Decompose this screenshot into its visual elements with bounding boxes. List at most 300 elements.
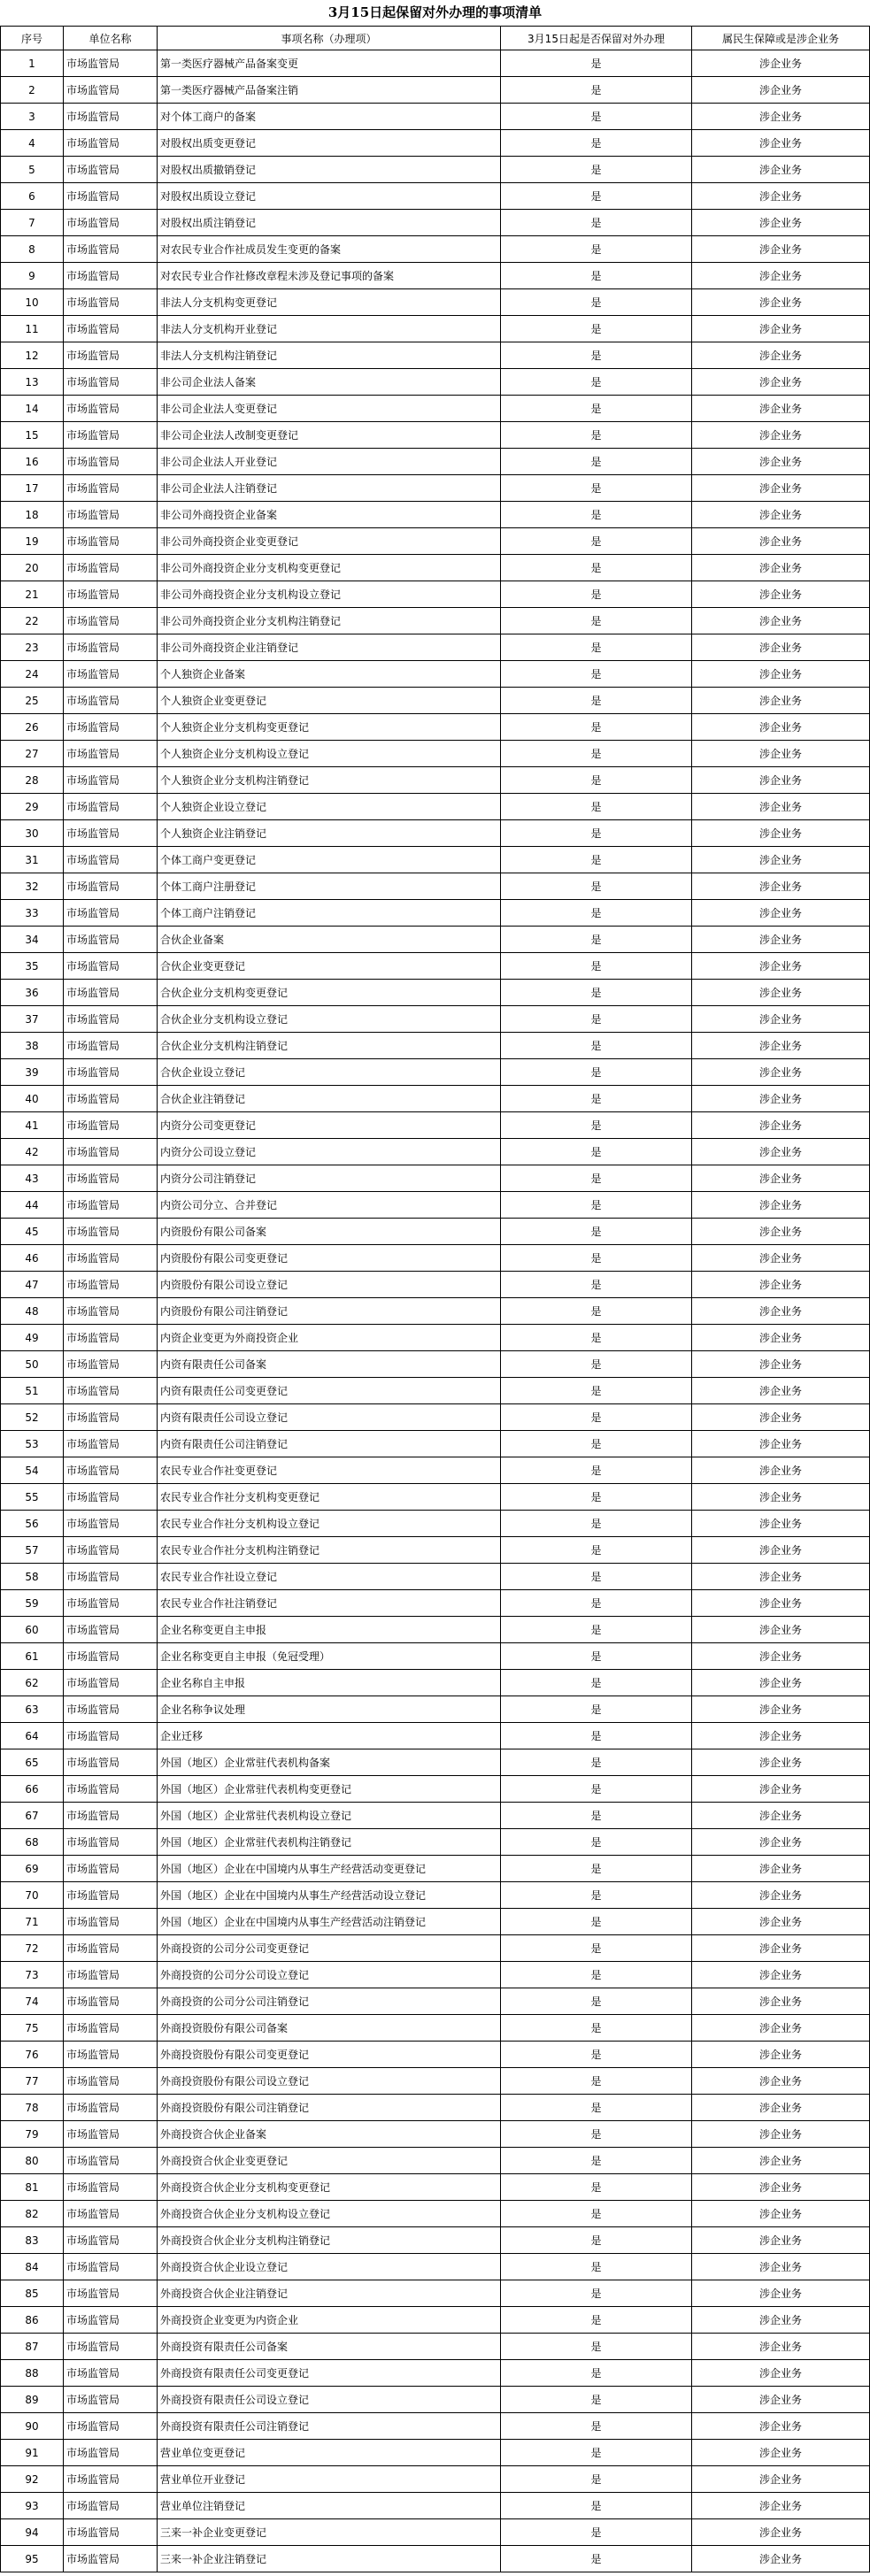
retained-cell: 是 [501, 2015, 692, 2042]
table-row [1, 104, 870, 130]
serial-number-cell: 38 [1, 1033, 64, 1059]
item-name-cell: 对股权出质变更登记 [158, 130, 501, 157]
business-type-cell: 涉企业务 [692, 2095, 870, 2121]
item-name-cell: 对个体工商户的备案 [158, 104, 501, 130]
item-name-cell: 对股权出质注销登记 [158, 210, 501, 236]
business-type-cell: 涉企业务 [692, 1245, 870, 1272]
item-name-cell: 个人独资企业变更登记 [158, 688, 501, 714]
serial-number-cell: 26 [1, 714, 64, 741]
item-name-cell: 企业迁移 [158, 1723, 501, 1749]
unit-name-cell: 市场监管局 [64, 1856, 158, 1882]
unit-name-cell: 市场监管局 [64, 2201, 158, 2227]
table-row [1, 1511, 870, 1537]
table-row [1, 1882, 870, 1909]
serial-number-cell: 42 [1, 1139, 64, 1165]
serial-number-cell: 49 [1, 1325, 64, 1351]
business-type-cell: 涉企业务 [692, 927, 870, 953]
unit-name-cell: 市场监管局 [64, 1988, 158, 2015]
business-type-cell: 涉企业务 [692, 2493, 870, 2519]
business-type-cell: 涉企业务 [692, 1829, 870, 1856]
unit-name-cell: 市场监管局 [64, 634, 158, 661]
item-name-cell: 外商投资合伙企业设立登记 [158, 2254, 501, 2280]
retained-cell: 是 [501, 1856, 692, 1882]
table-row [1, 210, 870, 236]
business-type-cell: 涉企业务 [692, 1670, 870, 1696]
table-row [1, 2466, 870, 2493]
unit-name-cell: 市场监管局 [64, 1723, 158, 1749]
serial-number-cell: 28 [1, 767, 64, 794]
serial-number-cell: 79 [1, 2121, 64, 2148]
retained-cell: 是 [501, 1351, 692, 1378]
business-type-cell: 涉企业务 [692, 1882, 870, 1909]
unit-name-cell: 市场监管局 [64, 927, 158, 953]
retained-cell: 是 [501, 2174, 692, 2201]
table-row [1, 396, 870, 422]
serial-number-cell: 32 [1, 873, 64, 900]
table-row [1, 1988, 870, 2015]
business-type-cell: 涉企业务 [692, 1272, 870, 1298]
serial-number-cell: 37 [1, 1006, 64, 1033]
table-row [1, 2360, 870, 2387]
unit-name-cell: 市场监管局 [64, 714, 158, 741]
item-name-cell: 第一类医疗器械产品备案注销 [158, 77, 501, 104]
table-row [1, 1378, 870, 1404]
business-type-cell: 涉企业务 [692, 555, 870, 581]
serial-number-cell: 47 [1, 1272, 64, 1298]
business-type-cell: 涉企业务 [692, 2148, 870, 2174]
item-name-cell: 非公司企业法人开业登记 [158, 449, 501, 475]
table-row [1, 289, 870, 316]
business-type-cell: 涉企业务 [692, 210, 870, 236]
retained-cell: 是 [501, 2360, 692, 2387]
serial-number-cell: 1 [1, 50, 64, 77]
item-name-cell: 营业单位变更登记 [158, 2440, 501, 2466]
serial-number-cell: 17 [1, 475, 64, 502]
business-type-cell: 涉企业务 [692, 1006, 870, 1033]
item-name-cell: 内资股份有限公司变更登记 [158, 1245, 501, 1272]
business-type-cell: 涉企业务 [692, 873, 870, 900]
table-row [1, 2015, 870, 2042]
retained-cell: 是 [501, 688, 692, 714]
serial-number-cell: 94 [1, 2519, 64, 2546]
unit-name-cell: 市场监管局 [64, 1643, 158, 1670]
item-name-cell: 外商投资合伙企业分支机构设立登记 [158, 2201, 501, 2227]
serial-number-cell: 93 [1, 2493, 64, 2519]
unit-name-cell: 市场监管局 [64, 2440, 158, 2466]
serial-number-cell: 23 [1, 634, 64, 661]
retained-cell: 是 [501, 2068, 692, 2095]
table-row [1, 2068, 870, 2095]
item-name-cell: 非公司外商投资企业变更登记 [158, 528, 501, 555]
item-name-cell: 个体工商户注销登记 [158, 900, 501, 927]
retained-cell: 是 [501, 980, 692, 1006]
unit-name-cell: 市场监管局 [64, 1617, 158, 1643]
page-title: 3月15日起保留对外办理的事项清单 [327, 4, 543, 20]
header-retained-offline: 3月15日起是否保留对外办理 [501, 27, 692, 50]
business-type-cell: 涉企业务 [692, 1856, 870, 1882]
retained-cell: 是 [501, 847, 692, 873]
retained-cell: 是 [501, 2307, 692, 2334]
serial-number-cell: 62 [1, 1670, 64, 1696]
table-row [1, 50, 870, 77]
table-row [1, 1803, 870, 1829]
retained-cell: 是 [501, 1962, 692, 1988]
retained-cell: 是 [501, 1643, 692, 1670]
business-type-cell: 涉企业务 [692, 342, 870, 369]
serial-number-cell: 44 [1, 1192, 64, 1219]
business-type-cell: 涉企业务 [692, 1325, 870, 1351]
serial-number-cell: 53 [1, 1431, 64, 1457]
item-name-cell: 内资有限责任公司变更登记 [158, 1378, 501, 1404]
serial-number-cell: 86 [1, 2307, 64, 2334]
unit-name-cell: 市场监管局 [64, 820, 158, 847]
item-name-cell: 农民专业合作社变更登记 [158, 1457, 501, 1484]
serial-number-cell: 66 [1, 1776, 64, 1803]
item-name-cell: 对农民专业合作社成员发生变更的备案 [158, 236, 501, 263]
table-row [1, 1245, 870, 1272]
business-type-cell: 涉企业务 [692, 50, 870, 77]
serial-number-cell: 77 [1, 2068, 64, 2095]
unit-name-cell: 市场监管局 [64, 1935, 158, 1962]
unit-name-cell: 市场监管局 [64, 1457, 158, 1484]
table-row [1, 581, 870, 608]
item-name-cell: 非公司企业法人变更登记 [158, 396, 501, 422]
table-row [1, 502, 870, 528]
table-row [1, 1909, 870, 1935]
item-name-cell: 外商投资有限责任公司设立登记 [158, 2387, 501, 2413]
retained-cell: 是 [501, 555, 692, 581]
table-row [1, 980, 870, 1006]
retained-cell: 是 [501, 2493, 692, 2519]
serial-number-cell: 19 [1, 528, 64, 555]
business-type-cell: 涉企业务 [692, 236, 870, 263]
retained-cell: 是 [501, 1219, 692, 1245]
business-type-cell: 涉企业务 [692, 1139, 870, 1165]
unit-name-cell: 市场监管局 [64, 502, 158, 528]
business-type-cell: 涉企业务 [692, 2413, 870, 2440]
retained-cell: 是 [501, 2466, 692, 2493]
serial-number-cell: 36 [1, 980, 64, 1006]
unit-name-cell: 市场监管局 [64, 263, 158, 289]
unit-name-cell: 市场监管局 [64, 1670, 158, 1696]
business-type-cell: 涉企业务 [692, 1033, 870, 1059]
table-row [1, 1165, 870, 1192]
retained-cell: 是 [501, 1564, 692, 1590]
unit-name-cell: 市场监管局 [64, 661, 158, 688]
table-row [1, 2493, 870, 2519]
table-row [1, 183, 870, 210]
serial-number-cell: 39 [1, 1059, 64, 1086]
unit-name-cell: 市场监管局 [64, 2307, 158, 2334]
table-row [1, 2174, 870, 2201]
serial-number-cell: 89 [1, 2387, 64, 2413]
unit-name-cell: 市场监管局 [64, 581, 158, 608]
retained-cell: 是 [501, 369, 692, 396]
item-name-cell: 外商投资股份有限公司设立登记 [158, 2068, 501, 2095]
serial-number-cell: 88 [1, 2360, 64, 2387]
unit-name-cell: 市场监管局 [64, 1749, 158, 1776]
business-type-cell: 涉企业务 [692, 1537, 870, 1564]
unit-name-cell: 市场监管局 [64, 1351, 158, 1378]
serial-number-cell: 68 [1, 1829, 64, 1856]
item-name-cell: 农民专业合作社设立登记 [158, 1564, 501, 1590]
serial-number-cell: 24 [1, 661, 64, 688]
business-type-cell: 涉企业务 [692, 2227, 870, 2254]
table-row [1, 927, 870, 953]
serial-number-cell: 95 [1, 2546, 64, 2572]
table-row [1, 77, 870, 104]
item-name-cell: 对股权出质撤销登记 [158, 157, 501, 183]
unit-name-cell: 市场监管局 [64, 2095, 158, 2121]
serial-number-cell: 31 [1, 847, 64, 873]
unit-name-cell: 市场监管局 [64, 77, 158, 104]
business-type-cell: 涉企业务 [692, 157, 870, 183]
unit-name-cell: 市场监管局 [64, 1829, 158, 1856]
business-type-cell: 涉企业务 [692, 1696, 870, 1723]
business-type-cell: 涉企业务 [692, 1776, 870, 1803]
item-name-cell: 对股权出质设立登记 [158, 183, 501, 210]
retained-cell: 是 [501, 50, 692, 77]
item-name-cell: 外商投资的公司分公司设立登记 [158, 1962, 501, 1988]
table-row [1, 688, 870, 714]
unit-name-cell: 市场监管局 [64, 2280, 158, 2307]
retained-cell: 是 [501, 2201, 692, 2227]
business-type-cell: 涉企业务 [692, 1059, 870, 1086]
business-type-cell: 涉企业务 [692, 475, 870, 502]
serial-number-cell: 87 [1, 2334, 64, 2360]
retained-cell: 是 [501, 1404, 692, 1431]
serial-number-cell: 43 [1, 1165, 64, 1192]
business-type-cell: 涉企业务 [692, 1643, 870, 1670]
table-row [1, 1643, 870, 1670]
business-type-cell: 涉企业务 [692, 1457, 870, 1484]
table-row [1, 1351, 870, 1378]
serial-number-cell: 11 [1, 316, 64, 342]
item-name-cell: 非公司外商投资企业分支机构设立登记 [158, 581, 501, 608]
table-row [1, 422, 870, 449]
unit-name-cell: 市场监管局 [64, 1431, 158, 1457]
header-unit-name: 单位名称 [64, 27, 158, 50]
unit-name-cell: 市场监管局 [64, 1803, 158, 1829]
business-type-cell: 涉企业务 [692, 1749, 870, 1776]
unit-name-cell: 市场监管局 [64, 555, 158, 581]
unit-name-cell: 市场监管局 [64, 1272, 158, 1298]
retained-cell: 是 [501, 741, 692, 767]
item-name-cell: 合伙企业分支机构设立登记 [158, 1006, 501, 1033]
business-type-cell: 涉企业务 [692, 1298, 870, 1325]
serial-number-cell: 83 [1, 2227, 64, 2254]
retained-cell: 是 [501, 183, 692, 210]
item-name-cell: 营业单位注销登记 [158, 2493, 501, 2519]
table-row [1, 1219, 870, 1245]
unit-name-cell: 市场监管局 [64, 2254, 158, 2280]
retained-cell: 是 [501, 1803, 692, 1829]
serial-number-cell: 35 [1, 953, 64, 980]
table-row [1, 608, 870, 634]
item-name-cell: 第一类医疗器械产品备案变更 [158, 50, 501, 77]
item-name-cell: 外商投资的公司分公司变更登记 [158, 1935, 501, 1962]
business-type-cell: 涉企业务 [692, 2466, 870, 2493]
business-type-cell: 涉企业务 [692, 1378, 870, 1404]
business-type-cell: 涉企业务 [692, 741, 870, 767]
business-type-cell: 涉企业务 [692, 130, 870, 157]
table-row [1, 1192, 870, 1219]
table-row [1, 1325, 870, 1351]
unit-name-cell: 市场监管局 [64, 1404, 158, 1431]
item-name-cell: 外国（地区）企业常驻代表机构备案 [158, 1749, 501, 1776]
business-type-cell: 涉企业务 [692, 794, 870, 820]
retained-cell: 是 [501, 1696, 692, 1723]
serial-number-cell: 74 [1, 1988, 64, 2015]
business-type-cell: 涉企业务 [692, 1617, 870, 1643]
unit-name-cell: 市场监管局 [64, 528, 158, 555]
business-type-cell: 涉企业务 [692, 2174, 870, 2201]
business-type-cell: 涉企业务 [692, 980, 870, 1006]
serial-number-cell: 21 [1, 581, 64, 608]
serial-number-cell: 63 [1, 1696, 64, 1723]
business-type-cell: 涉企业务 [692, 396, 870, 422]
business-type-cell: 涉企业务 [692, 1935, 870, 1962]
table-row [1, 2148, 870, 2174]
business-type-cell: 涉企业务 [692, 900, 870, 927]
retained-cell: 是 [501, 263, 692, 289]
business-type-cell: 涉企业务 [692, 1351, 870, 1378]
business-type-cell: 涉企业务 [692, 1803, 870, 1829]
unit-name-cell: 市场监管局 [64, 2042, 158, 2068]
unit-name-cell: 市场监管局 [64, 688, 158, 714]
retained-cell: 是 [501, 2227, 692, 2254]
retained-cell: 是 [501, 873, 692, 900]
retained-cell: 是 [501, 130, 692, 157]
item-name-cell: 外国（地区）企业在中国境内从事生产经营活动变更登记 [158, 1856, 501, 1882]
retained-cell: 是 [501, 1192, 692, 1219]
item-name-cell: 合伙企业分支机构注销登记 [158, 1033, 501, 1059]
retained-cell: 是 [501, 634, 692, 661]
table-body [1, 50, 870, 2572]
serial-number-cell: 46 [1, 1245, 64, 1272]
serial-number-cell: 92 [1, 2466, 64, 2493]
business-type-cell: 涉企业务 [692, 528, 870, 555]
business-type-cell: 涉企业务 [692, 2042, 870, 2068]
serial-number-cell: 14 [1, 396, 64, 422]
table-row [1, 820, 870, 847]
serial-number-cell: 50 [1, 1351, 64, 1378]
item-name-cell: 个体工商户注册登记 [158, 873, 501, 900]
retained-cell: 是 [501, 1325, 692, 1351]
unit-name-cell: 市场监管局 [64, 2068, 158, 2095]
unit-name-cell: 市场监管局 [64, 1378, 158, 1404]
business-type-cell: 涉企业务 [692, 953, 870, 980]
business-type-cell: 涉企业务 [692, 1165, 870, 1192]
table-row [1, 1670, 870, 1696]
retained-cell: 是 [501, 1935, 692, 1962]
table-row [1, 1564, 870, 1590]
retained-cell: 是 [501, 475, 692, 502]
retained-cell: 是 [501, 1749, 692, 1776]
serial-number-cell: 30 [1, 820, 64, 847]
serial-number-cell: 2 [1, 77, 64, 104]
unit-name-cell: 市场监管局 [64, 900, 158, 927]
table-row [1, 953, 870, 980]
business-type-cell: 涉企业务 [692, 1404, 870, 1431]
business-type-cell: 涉企业务 [692, 1962, 870, 1988]
retained-cell: 是 [501, 2387, 692, 2413]
retained-cell: 是 [501, 1882, 692, 1909]
business-type-cell: 涉企业务 [692, 714, 870, 741]
unit-name-cell: 市场监管局 [64, 1882, 158, 1909]
unit-name-cell: 市场监管局 [64, 608, 158, 634]
retained-cell: 是 [501, 236, 692, 263]
serial-number-cell: 80 [1, 2148, 64, 2174]
item-name-cell: 内资有限责任公司备案 [158, 1351, 501, 1378]
unit-name-cell: 市场监管局 [64, 449, 158, 475]
business-type-cell: 涉企业务 [692, 2334, 870, 2360]
business-type-cell: 涉企业务 [692, 581, 870, 608]
table-row [1, 1484, 870, 1511]
serial-number-cell: 41 [1, 1112, 64, 1139]
table-row [1, 1139, 870, 1165]
header-business-type: 属民生保障或是涉企业务 [692, 27, 870, 50]
business-type-cell: 涉企业务 [692, 1511, 870, 1537]
retained-cell: 是 [501, 1590, 692, 1617]
item-name-cell: 外商投资合伙企业分支机构变更登记 [158, 2174, 501, 2201]
serial-number-cell: 84 [1, 2254, 64, 2280]
retained-cell: 是 [501, 502, 692, 528]
items-table [0, 26, 870, 2572]
table-row [1, 1404, 870, 1431]
unit-name-cell: 市场监管局 [64, 1298, 158, 1325]
item-name-cell: 非公司企业法人注销登记 [158, 475, 501, 502]
unit-name-cell: 市场监管局 [64, 2227, 158, 2254]
unit-name-cell: 市场监管局 [64, 2174, 158, 2201]
item-name-cell: 农民专业合作社分支机构设立登记 [158, 1511, 501, 1537]
retained-cell: 是 [501, 2148, 692, 2174]
item-name-cell: 内资股份有限公司注销登记 [158, 1298, 501, 1325]
item-name-cell: 非公司外商投资企业分支机构变更登记 [158, 555, 501, 581]
business-type-cell: 涉企业务 [692, 1484, 870, 1511]
serial-number-cell: 78 [1, 2095, 64, 2121]
retained-cell: 是 [501, 1139, 692, 1165]
unit-name-cell: 市场监管局 [64, 767, 158, 794]
business-type-cell: 涉企业务 [692, 2015, 870, 2042]
business-type-cell: 涉企业务 [692, 422, 870, 449]
item-name-cell: 非公司外商投资企业注销登记 [158, 634, 501, 661]
retained-cell: 是 [501, 820, 692, 847]
table-row [1, 1723, 870, 1749]
table-row [1, 900, 870, 927]
item-name-cell: 外国（地区）企业常驻代表机构变更登记 [158, 1776, 501, 1803]
table-row [1, 1431, 870, 1457]
serial-number-cell: 29 [1, 794, 64, 820]
item-name-cell: 外商投资有限责任公司注销登记 [158, 2413, 501, 2440]
retained-cell: 是 [501, 316, 692, 342]
unit-name-cell: 市场监管局 [64, 2413, 158, 2440]
serial-number-cell: 56 [1, 1511, 64, 1537]
retained-cell: 是 [501, 1086, 692, 1112]
unit-name-cell: 市场监管局 [64, 2148, 158, 2174]
item-name-cell: 非法人分支机构开业登记 [158, 316, 501, 342]
business-type-cell: 涉企业务 [692, 502, 870, 528]
serial-number-cell: 67 [1, 1803, 64, 1829]
table-row [1, 1962, 870, 1988]
item-name-cell: 农民专业合作社分支机构注销登记 [158, 1537, 501, 1564]
business-type-cell: 涉企业务 [692, 1988, 870, 2015]
table-row [1, 1059, 870, 1086]
table-row [1, 1086, 870, 1112]
business-type-cell: 涉企业务 [692, 608, 870, 634]
serial-number-cell: 54 [1, 1457, 64, 1484]
table-row [1, 316, 870, 342]
